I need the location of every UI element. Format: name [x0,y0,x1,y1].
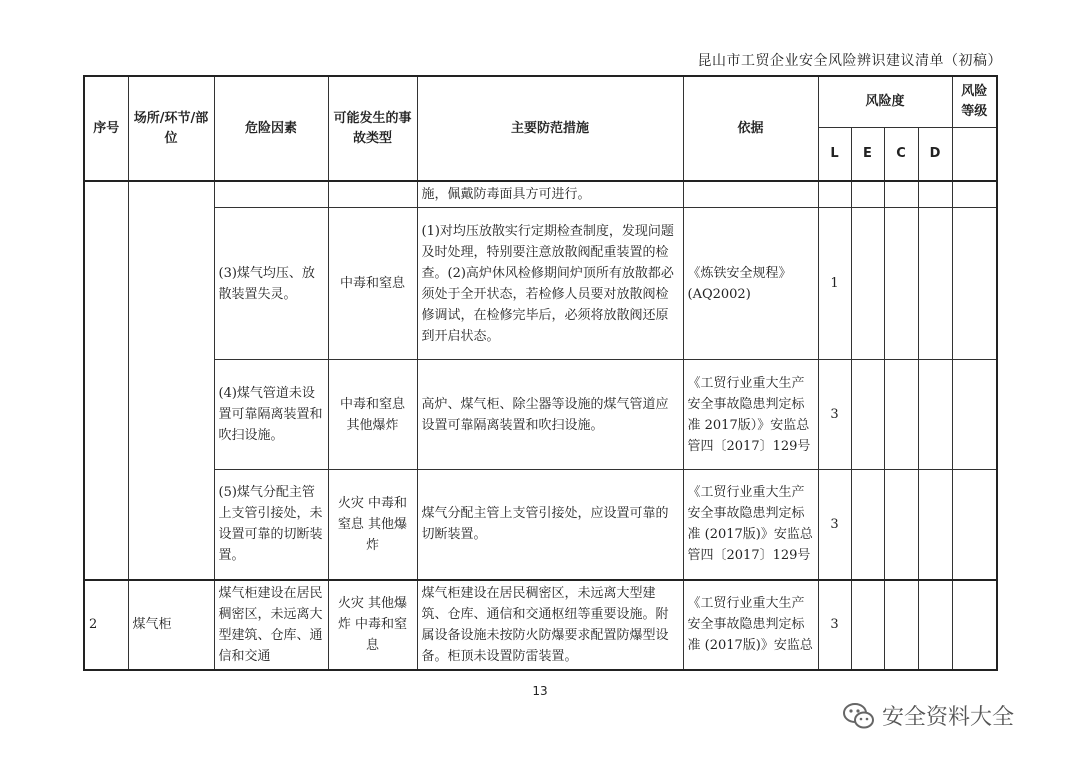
row-measures-cell: (1)对均压放散实行定期检查制度，发现问题及时处理，特别要注意放散阀配重装置的检查。(2)高炉休风检修期间炉顶所有放散都必须处于全开状态，若检修人员要对放散阀检修调试，在检修完毕后，必须将放散阀还原到开启状态。 [417,208,683,360]
row-location-cell [128,181,214,580]
watermark-text: 安全资料大全 [882,705,1015,730]
row-c-cell [884,580,918,670]
row-l-cell: 3 [818,360,851,470]
row-measures-cell: 煤气分配主管上支管引接处，应设置可靠的切断装置。 [417,470,683,580]
header-basis: 依据 [683,76,818,181]
row-accident-cell: 火灾 中毒和窒息 其他爆炸 [328,470,417,580]
row-c-cell [884,181,918,208]
table-row [84,470,997,580]
row-risk-level-cell [952,208,997,360]
row-l-cell [818,181,851,208]
row-seq-cell [84,181,128,580]
row-risk-level-cell [952,360,997,470]
row-e-cell [851,580,884,670]
row-hazard-cell: (5)煤气分配主管上支管引接处，未设置可靠的切断装置。 [214,470,328,580]
row-e-cell [851,181,884,208]
row-l-cell: 3 [818,470,851,580]
row-hazard-cell: 煤气柜建设在居民稠密区，未远离大型建筑、仓库、通信和交通 [214,580,328,670]
document-header: 昆山市工贸企业安全风险辨识建议清单（初稿） [697,53,1002,69]
row-risk-level-cell [952,580,997,670]
header-risk-level-blank [952,128,997,182]
row-basis-cell: 《炼铁安全规程》(AQ2002) [683,208,818,360]
table-row [84,580,997,670]
row-l-cell: 3 [818,580,851,670]
row-seq-cell: 2 [84,580,128,670]
row-measures-cell: 高炉、煤气柜、除尘器等设施的煤气管道应设置可靠隔离装置和吹扫设施。 [417,360,683,470]
row-e-cell [851,208,884,360]
row-accident-cell: 火灾 其他爆炸 中毒和窒息 [328,580,417,670]
header-seq: 序号 [84,76,128,181]
row-hazard-cell: (4)煤气管道未设置可靠隔离装置和吹扫设施。 [214,360,328,470]
header-c: C [884,128,918,182]
row-hazard-cell: (3)煤气均压、放散装置失灵。 [214,208,328,360]
row-basis-cell: 《工贸行业重大生产安全事故隐患判定标准 (2017版)》安监总管四〔2017〕129号 [683,470,818,580]
wechat-icon [842,701,876,731]
watermark [842,700,1014,731]
row-d-cell [918,470,952,580]
header-measures: 主要防范措施 [417,76,683,181]
row-location-cell: 煤气柜 [128,580,214,670]
row-c-cell [884,208,918,360]
row-risk-level-cell [952,181,997,208]
page-number: 13 [532,684,548,698]
header-risk-level: 风险等级 [952,76,997,128]
row-e-cell [851,360,884,470]
header-risk-degree: 风险度 [818,76,952,128]
row-d-cell [918,181,952,208]
row-c-cell [884,360,918,470]
header-d: D [918,128,952,182]
row-l-cell: 1 [818,208,851,360]
header-hazard: 危险因素 [214,76,328,181]
row-hazard-cell [214,181,328,208]
row-measures-cell: 施，佩戴防毒面具方可进行。 [417,181,683,208]
row-basis-cell [683,181,818,208]
row-accident-cell: 中毒和窒息 其他爆炸 [328,360,417,470]
row-e-cell [851,470,884,580]
row-c-cell [884,470,918,580]
row-d-cell [918,360,952,470]
table-row [84,181,997,208]
row-basis-cell: 《工贸行业重大生产安全事故隐患判定标准 2017版）》安监总管四〔2017〕129号 [683,360,818,470]
row-accident-cell [328,181,417,208]
row-d-cell [918,580,952,670]
row-risk-level-cell [952,470,997,580]
row-basis-cell: 《工贸行业重大生产安全事故隐患判定标准 (2017版)》安监总 [683,580,818,670]
row-measures-cell: 煤气柜建设在居民稠密区，未远离大型建筑、仓库、通信和交通枢纽等重要设施。附属设备设施未按防火防爆要求配置防爆型设备。柜顶未设置防雷装置。 [417,580,683,670]
header-l: L [818,128,851,182]
header-accident-type: 可能发生的事故类型 [328,76,417,181]
header-location: 场所/环节/部位 [128,76,214,181]
row-accident-cell: 中毒和窒息 [328,208,417,360]
risk-identification-table [83,75,998,671]
header-e: E [851,128,884,182]
row-d-cell [918,208,952,360]
table-row [84,208,997,360]
table-row [84,360,997,470]
